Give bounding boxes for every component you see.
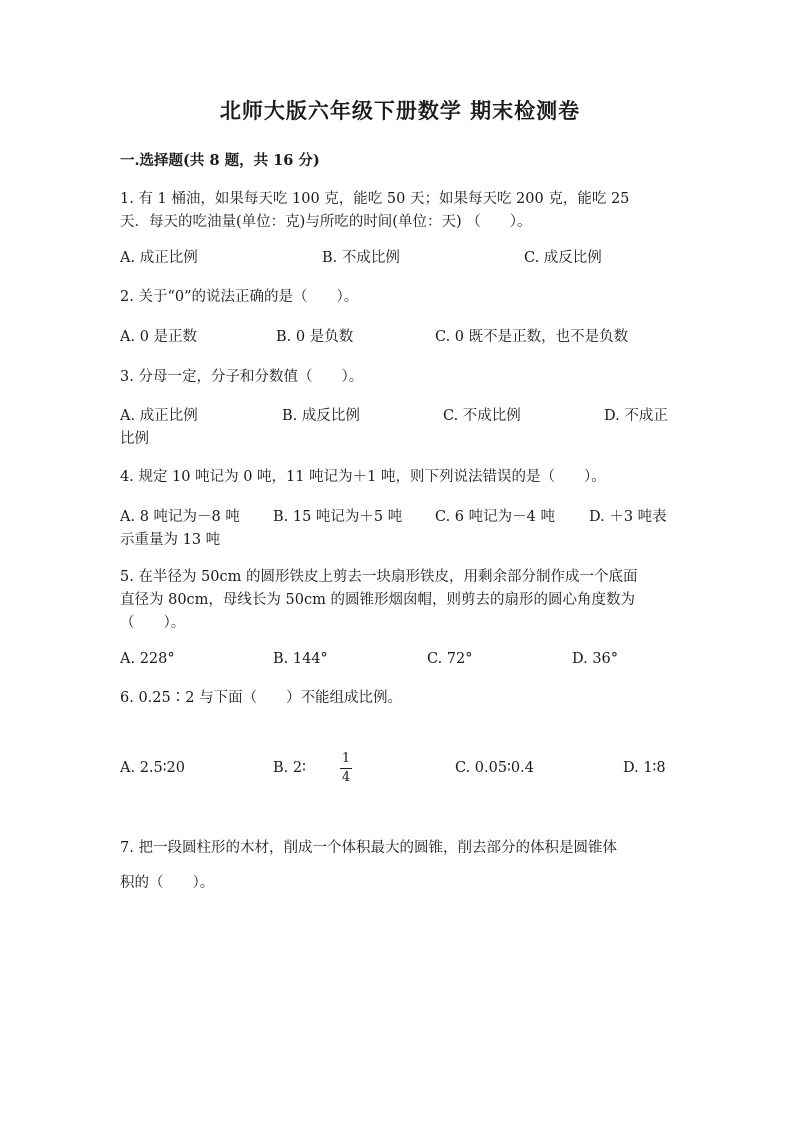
question-5-line-1: 5. 在半径为 50cm 的圆形铁皮上剪去一块扇形铁皮，用剩余部分制作成一个底面 [120, 569, 638, 585]
question-4-stem [120, 466, 682, 489]
question-3-option-c: C. 不成比例 [443, 408, 521, 424]
question-4-option-a: A. 8 吨记为－8 吨 [120, 509, 240, 525]
fraction-bar [340, 768, 352, 769]
question-4-option-c: C. 6 吨记为－4 吨 [435, 509, 555, 525]
question-6-option-a: A. 2.5∶20 [120, 760, 185, 776]
question-4-option-d: D. ＋3 吨表 [589, 509, 667, 525]
question-2-option-b: B. 0 是负数 [276, 329, 354, 345]
question-5-option-d: D. 36° [572, 651, 619, 667]
question-2-stem [120, 286, 682, 309]
question-5-line-2: 直径为 80cm，母线长为 50cm 的圆锥形烟囱帽，则剪去的扇形的圆心角度数为 [120, 592, 635, 608]
question-3-line-1: 3. 分母一定，分子和分数值（ ）。 [120, 369, 364, 385]
question-2-option-a: A. 0 是正数 [120, 329, 198, 345]
question-7-stem [120, 837, 682, 895]
question-1-option-a: A. 成正比例 [120, 250, 198, 266]
question-1-line-1: 1. 有 1 桶油，如果每天吃 100 克，能吃 50 天；如果每天吃 200 克，能吃 25 [120, 191, 630, 207]
question-1-option-b: B. 不成比例 [322, 250, 400, 266]
question-5-option-a: A. 228° [120, 651, 175, 667]
question-6-line-1: 6. 0.25∶2 与下面（ ）不能组成比例。 [120, 690, 403, 706]
question-6-option-d: D. 1∶8 [623, 760, 666, 776]
question-4-option-d-continued: 示重量为 13 吨 [120, 532, 221, 548]
section-heading: 一.选择题(共 8 题，共 16 分) [120, 152, 320, 169]
question-2-option-c: C. 0 既不是正数，也不是负数 [435, 329, 629, 345]
question-4-option-b: B. 15 吨记为＋5 吨 [273, 509, 403, 525]
question-3-option-b: B. 成反比例 [282, 408, 360, 424]
question-3-option-a: A. 成正比例 [120, 408, 198, 424]
question-7-line-1: 7. 把一段圆柱形的木材，削成一个体积最大的圆锥，削去部分的体积是圆锥体 [120, 840, 617, 856]
question-1-line-2: 天．每天的吃油量(单位：克)与所吃的时间(单位：天) （ ）。 [120, 214, 532, 230]
question-6-stem [120, 687, 682, 710]
page-title: 北师大版六年级下册数学 期末检测卷 [219, 98, 581, 123]
question-6-option-c: C. 0.05∶0.4 [455, 760, 534, 776]
question-5-stem [120, 566, 682, 635]
question-5-option-b: B. 144° [273, 651, 328, 667]
question-1-stem [120, 188, 682, 234]
question-5-option-c: C. 72° [427, 651, 473, 667]
question-5-line-3: （ ）。 [120, 615, 186, 631]
question-4-line-1: 4. 规定 10 吨记为 0 吨，11 吨记为＋1 吨，则下列说法错误的是（ ）。 [120, 469, 606, 485]
question-2-line-1: 2. 关于“0”的说法正确的是（ ）。 [120, 289, 359, 305]
question-6-option-b-fraction [340, 752, 352, 785]
fraction-numerator: 1 [341, 751, 351, 766]
question-6-option-b: B. 2∶ [273, 760, 306, 776]
question-1-option-c: C. 成反比例 [524, 250, 602, 266]
question-3-stem [120, 366, 682, 389]
fraction-denominator: 4 [341, 770, 351, 785]
question-7-line-2: 积的（ ）。 [120, 875, 215, 891]
question-3-option-d: D. 不成正 [604, 408, 668, 424]
question-3-option-d-continued: 比例 [120, 431, 149, 447]
